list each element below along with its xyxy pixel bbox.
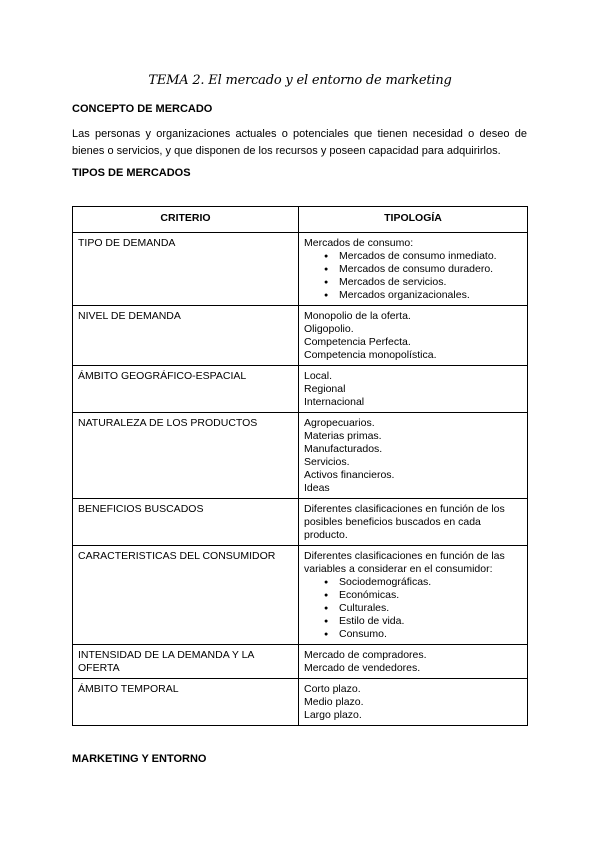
tipologia-cell bbox=[299, 679, 528, 726]
tipologia-line: Medio plazo. bbox=[304, 696, 364, 708]
bullet-item: ● Culturales. bbox=[339, 602, 522, 615]
section-heading-marketing: MARKETING Y ENTORNO bbox=[72, 753, 207, 765]
tipologia-line: Mercado de compradores. bbox=[304, 649, 427, 661]
table-row bbox=[73, 645, 528, 679]
bullet-item: ● Mercados de consumo inmediato. bbox=[339, 250, 522, 263]
criterio-cell: TIPO DE DEMANDA bbox=[73, 233, 299, 306]
table-row bbox=[73, 499, 528, 546]
section-heading-concepto: CONCEPTO DE MERCADO bbox=[72, 103, 213, 115]
bullet-item: ● Estilo de vida. bbox=[339, 615, 522, 628]
criterio-cell: ÁMBITO GEOGRÁFICO-ESPACIAL bbox=[73, 366, 299, 413]
bullet-item: ● Sociodemográficas. bbox=[339, 576, 522, 589]
tipologia-bullet-list bbox=[304, 250, 522, 302]
bullet-item: ● Mercados de consumo duradero. bbox=[339, 263, 522, 276]
tipologia-cell bbox=[299, 233, 528, 306]
tipologia-cell bbox=[299, 306, 528, 366]
tipologia-cell bbox=[299, 413, 528, 499]
tipologia-bullet-list bbox=[304, 576, 522, 641]
bullet-item: ● Consumo. bbox=[339, 628, 522, 641]
table-row bbox=[73, 679, 528, 726]
tipologia-cell bbox=[299, 366, 528, 413]
tipologia-line: Largo plazo. bbox=[304, 709, 362, 721]
table-row bbox=[73, 233, 528, 306]
tipologia-line: Agropecuarios. bbox=[304, 417, 375, 429]
tipologia-line: Diferentes clasificaciones en función de las variables a considerar en el consumidor: bbox=[304, 550, 505, 575]
tipologia-line: Oligopolio. bbox=[304, 323, 354, 335]
bullet-item: ● Mercados de servicios. bbox=[339, 276, 522, 289]
table-row bbox=[73, 366, 528, 413]
column-header-tipologia: TIPOLOGÍA bbox=[299, 207, 528, 233]
tipologia-line: Materias primas. bbox=[304, 430, 382, 442]
market-types-table bbox=[72, 206, 528, 726]
criterio-cell: BENEFICIOS BUSCADOS bbox=[73, 499, 299, 546]
concepto-paragraph: Las personas y organizaciones actuales o potenciales que tienen necesidad o deseo de bienes o servicios, y que disponen de los recursos y poseen capacidad para adquirirlos. bbox=[72, 128, 527, 157]
criterio-cell: NATURALEZA DE LOS PRODUCTOS bbox=[73, 413, 299, 499]
table-row bbox=[73, 546, 528, 645]
table-header-row bbox=[73, 207, 528, 233]
criterio-cell: CARACTERISTICAS DEL CONSUMIDOR bbox=[73, 546, 299, 645]
tipologia-line: Mercados de consumo: bbox=[304, 237, 414, 249]
tipologia-cell bbox=[299, 546, 528, 645]
tipologia-line: Local. bbox=[304, 370, 333, 382]
tipologia-line: Manufacturados. bbox=[304, 443, 383, 455]
tipologia-line: Regional bbox=[304, 383, 346, 395]
tipologia-line: Mercado de vendedores. bbox=[304, 662, 421, 674]
bullet-item: ● Mercados organizacionales. bbox=[339, 289, 522, 302]
tipologia-line: Corto plazo. bbox=[304, 683, 361, 695]
tipologia-line: Servicios. bbox=[304, 456, 350, 468]
tipologia-line: Diferentes clasificaciones en función de los posibles beneficios buscados en cada producto. bbox=[304, 503, 505, 541]
criterio-cell: ÁMBITO TEMPORAL bbox=[73, 679, 299, 726]
criterio-cell: NIVEL DE DEMANDA bbox=[73, 306, 299, 366]
document-title: TEMA 2. El mercado y el entorno de marketing bbox=[148, 73, 452, 88]
section-heading-tipos: TIPOS DE MERCADOS bbox=[72, 167, 191, 179]
tipologia-line: Ideas bbox=[304, 482, 330, 494]
table-body bbox=[73, 233, 528, 726]
table-row bbox=[73, 413, 528, 499]
tipologia-line: Internacional bbox=[304, 396, 365, 408]
table-row bbox=[73, 306, 528, 366]
criterio-cell: INTENSIDAD DE LA DEMANDA Y LA OFERTA bbox=[73, 645, 299, 679]
tipologia-line: Competencia monopolística. bbox=[304, 349, 437, 361]
tipologia-line: Activos financieros. bbox=[304, 469, 395, 481]
tipologia-line: Monopolio de la oferta. bbox=[304, 310, 411, 322]
bullet-item: ● Económicas. bbox=[339, 589, 522, 602]
tipologia-cell bbox=[299, 645, 528, 679]
tipologia-line: Competencia Perfecta. bbox=[304, 336, 411, 348]
column-header-criterio: CRITERIO bbox=[73, 207, 299, 233]
tipologia-cell bbox=[299, 499, 528, 546]
